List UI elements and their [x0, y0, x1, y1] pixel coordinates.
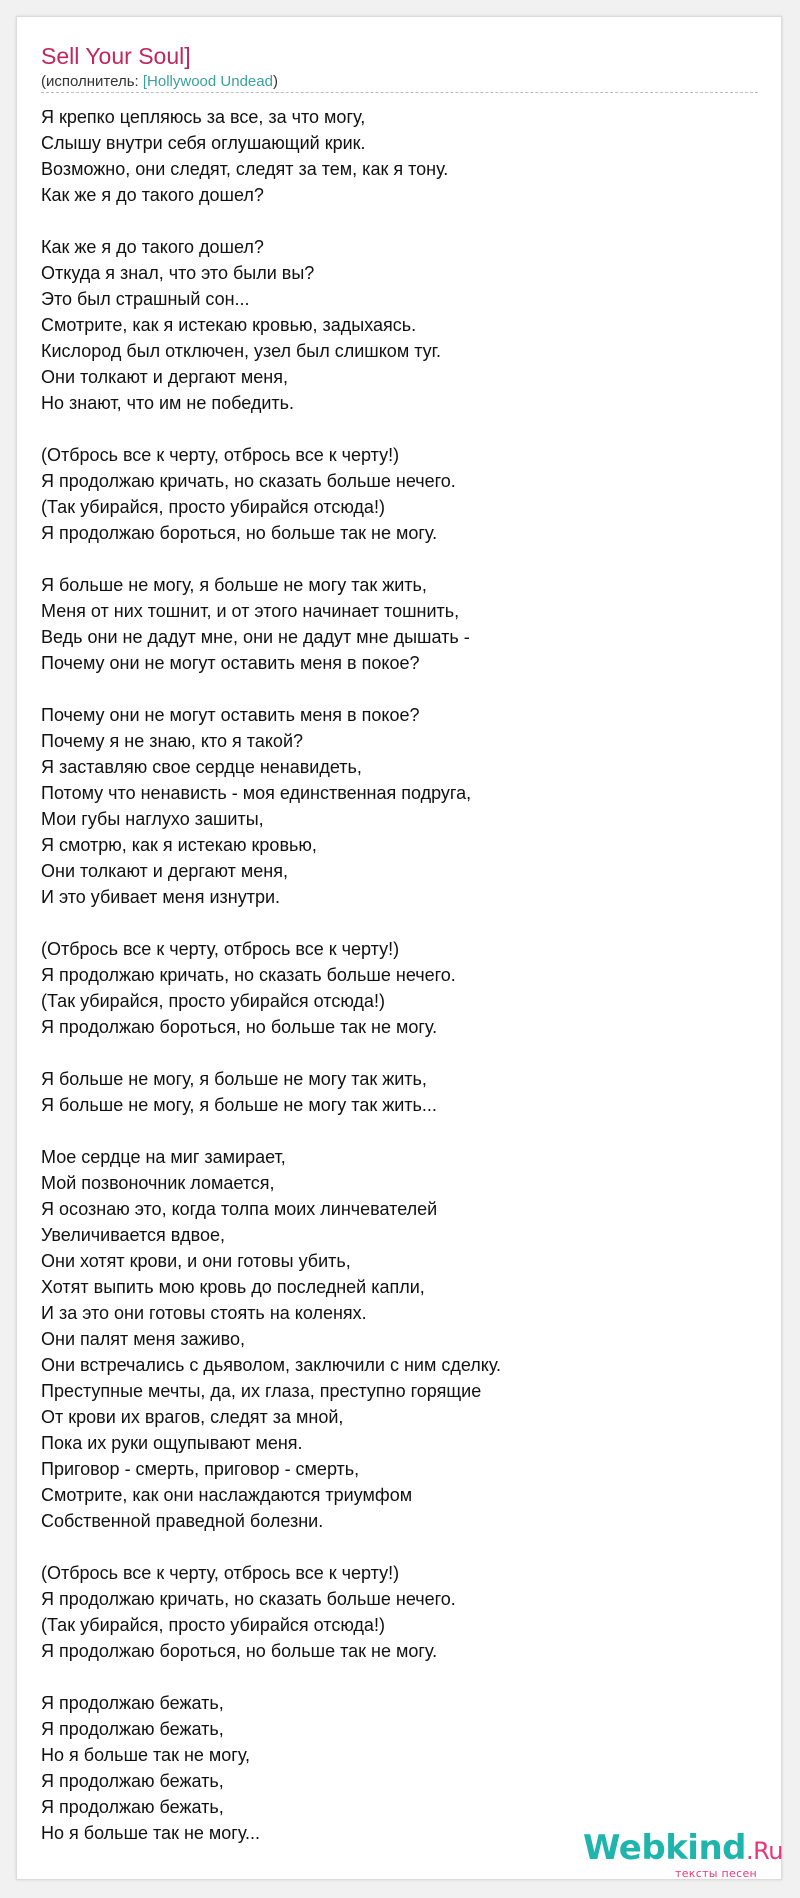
lyric-line: Я продолжаю кричать, но сказать больше нечего. — [41, 965, 456, 985]
lyric-line: Почему они не могут оставить меня в покое? — [41, 705, 420, 725]
lyric-line: (Отбрось все к черту, отбрось все к черту!) — [41, 939, 400, 959]
lyric-line: Я продолжаю бежать, — [41, 1797, 224, 1817]
lyric-line: И за это они готовы стоять на коленях. — [41, 1303, 367, 1323]
lyric-stanza — [41, 572, 741, 676]
lyric-stanza — [41, 702, 741, 910]
lyric-line: Они хотят крови, и они готовы убить, — [41, 1251, 351, 1271]
lyric-line: От крови их врагов, следят за мной, — [41, 1407, 344, 1427]
lyric-line: Как же я до такого дошел? — [41, 185, 264, 205]
lyric-line: Хотят выпить мою кровь до последней капли, — [41, 1277, 425, 1297]
lyric-line: Собственной праведной болезни. — [41, 1511, 324, 1531]
lyrics-body — [41, 104, 741, 1872]
lyric-stanza — [41, 1560, 741, 1664]
lyric-line: Я больше не могу, я больше не могу так жить, — [41, 575, 427, 595]
lyric-line: Я больше не могу, я больше не могу так жить, — [41, 1069, 427, 1089]
lyric-line: Потому что ненависть - моя единственная подруга, — [41, 783, 472, 803]
lyric-line: Но знают, что им не победить. — [41, 393, 295, 413]
logo-tld: .Ru — [746, 1837, 783, 1865]
lyric-line: Смотрите, как они наслаждаются триумфом — [41, 1485, 413, 1505]
lyric-line: И это убивает меня изнутри. — [41, 887, 281, 907]
webkind-logo[interactable] — [583, 1828, 783, 1880]
lyric-line: Кислород был отключен, узел был слишком туг. — [41, 341, 442, 361]
lyric-line: Я больше не могу, я больше не могу так жить... — [41, 1095, 437, 1115]
lyric-line: Пока их руки ощупывают меня. — [41, 1433, 303, 1453]
lyric-line: (Отбрось все к черту, отбрось все к черту!) — [41, 445, 400, 465]
lyric-line: Я продолжаю бороться, но больше так не могу. — [41, 1017, 438, 1037]
lyric-line: Почему я не знаю, кто я такой? — [41, 731, 304, 751]
lyric-stanza — [41, 442, 741, 546]
lyric-line: Но я больше так не могу, — [41, 1745, 251, 1765]
lyric-line: Я продолжаю кричать, но сказать больше нечего. — [41, 471, 456, 491]
logo-word: Webkind — [583, 1828, 746, 1868]
lyric-line: Меня от них тошнит, и от этого начинает тошнить, — [41, 601, 460, 621]
lyric-line: Возможно, они следят, следят за тем, как я тону. — [41, 159, 449, 179]
artist-prefix: (исполнитель: — [41, 73, 143, 90]
lyric-line: Я продолжаю бежать, — [41, 1693, 224, 1713]
lyric-stanza — [41, 104, 741, 208]
lyric-line: Слышу внутри себя оглушающий крик. — [41, 133, 366, 153]
artist-line — [41, 73, 278, 91]
lyric-line: (Так убирайся, просто убирайся отсюда!) — [41, 497, 385, 517]
lyric-line: Откуда я знал, что это были вы? — [41, 263, 315, 283]
lyric-line: Я продолжаю бежать, — [41, 1719, 224, 1739]
lyric-line: Я заставляю свое сердце ненавидеть, — [41, 757, 362, 777]
lyric-line: Но я больше так не могу... — [41, 1823, 261, 1843]
lyric-stanza — [41, 936, 741, 1040]
lyric-line: Ведь они не дадут мне, они не дадут мне дышать - — [41, 627, 470, 647]
lyric-line: Мой позвоночник ломается, — [41, 1173, 275, 1193]
logo-text — [583, 1828, 783, 1871]
lyric-stanza — [41, 234, 741, 416]
lyric-line: Они палят меня заживо, — [41, 1329, 246, 1349]
lyric-line: Они встречались с дьяволом, заключили с ним сделку. — [41, 1355, 502, 1375]
lyric-line: Увеличивается вдвое, — [41, 1225, 226, 1245]
artist-link[interactable]: [Hollywood Undead — [142, 73, 273, 90]
lyric-line: Мои губы наглухо зашиты, — [41, 809, 264, 829]
lyric-line: Я продолжаю кричать, но сказать больше нечего. — [41, 1589, 456, 1609]
lyric-stanza — [41, 1066, 741, 1118]
lyric-line: Я продолжаю бежать, — [41, 1771, 224, 1791]
header-divider — [41, 92, 758, 93]
lyric-line: Приговор - смерть, приговор - смерть, — [41, 1459, 360, 1479]
lyric-line: (Так убирайся, просто убирайся отсюда!) — [41, 1615, 385, 1635]
lyric-line: (Отбрось все к черту, отбрось все к черту!) — [41, 1563, 400, 1583]
lyric-line: Преступные мечты, да, их глаза, преступно горящие — [41, 1381, 482, 1401]
song-title: Sell Your Soul] — [41, 43, 191, 69]
lyric-line: Я продолжаю бороться, но больше так не могу. — [41, 1641, 438, 1661]
lyric-line: Как же я до такого дошел? — [41, 237, 264, 257]
lyric-line: (Так убирайся, просто убирайся отсюда!) — [41, 991, 385, 1011]
lyric-stanza — [41, 1144, 741, 1534]
lyric-line: Почему они не могут оставить меня в покое? — [41, 653, 420, 673]
lyric-line: Я осознаю это, когда толпа моих линчевателей — [41, 1199, 438, 1219]
logo-tagline: тексты песен — [675, 1867, 758, 1880]
lyric-line: Смотрите, как я истекаю кровью, задыхаясь. — [41, 315, 417, 335]
lyric-line: Они толкают и дергают меня, — [41, 861, 288, 881]
lyric-line: Я продолжаю бороться, но больше так не могу. — [41, 523, 438, 543]
lyric-line: Они толкают и дергают меня, — [41, 367, 288, 387]
lyric-line: Я смотрю, как я истекаю кровью, — [41, 835, 317, 855]
lyric-line: Это был страшный сон... — [41, 289, 250, 309]
lyric-line: Я крепко цепляюсь за все, за что могу, — [41, 107, 366, 127]
lyric-line: Мое сердце на миг замирает, — [41, 1147, 286, 1167]
artist-suffix: ) — [272, 73, 278, 90]
lyric-stanza — [41, 1690, 741, 1846]
